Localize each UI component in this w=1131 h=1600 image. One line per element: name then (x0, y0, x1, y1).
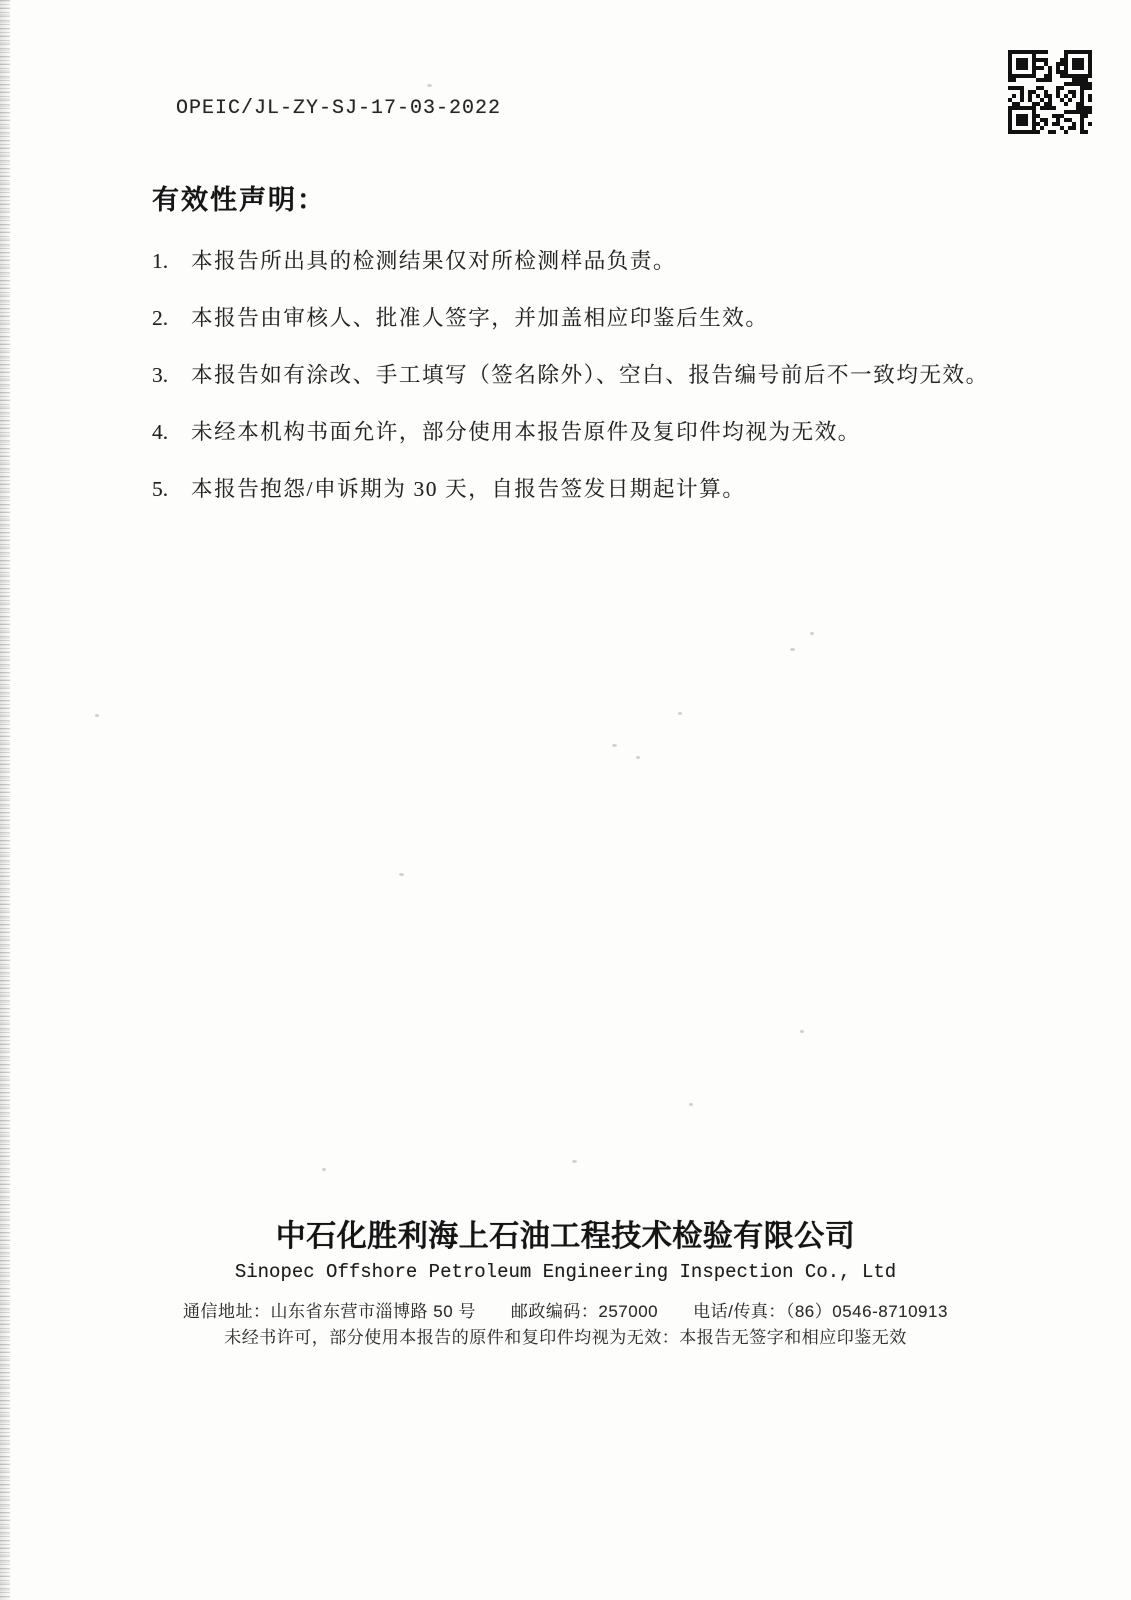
company-name-cn: 中石化胜利海上石油工程技术检验有限公司 (275, 1220, 856, 1253)
scan-artifact (322, 1168, 326, 1171)
scan-artifact (790, 648, 795, 651)
item-text: 本报告所出具的检测结果仅对所检测样品负责。 (191, 249, 677, 273)
statement-item (152, 307, 1012, 330)
statement-item (152, 250, 1012, 273)
statement-list (152, 250, 1012, 535)
qr-code-icon (1008, 50, 1092, 134)
scan-artifact (95, 714, 99, 717)
scan-artifact (636, 756, 640, 759)
notice-line: 未经书许可，部分使用本报告的原件和复印件均视为无效：本报告无签字和相应印鉴无效 (224, 1328, 907, 1347)
item-text: 本报告如有涂改、手工填写（签名除外）、空白、报告编号前后不一致均无效。 (191, 363, 989, 387)
item-text: 本报告由审核人、批准人签字，并加盖相应印鉴后生效。 (191, 306, 769, 330)
item-number: 4. (152, 420, 169, 444)
scan-artifact (800, 1030, 804, 1033)
company-footer (0, 1217, 1131, 1351)
address-line: 通信地址：山东省东营市淄博路 50 号 邮政编码：257000 电话/传真：（86）0546-8710913 (183, 1302, 948, 1321)
item-number: 1. (152, 249, 169, 273)
item-number: 3. (152, 363, 169, 387)
scan-artifact (678, 712, 682, 715)
item-number: 5. (152, 477, 169, 501)
item-text: 本报告抱怨/申诉期为 30 天，自报告签发日期起计算。 (191, 477, 746, 501)
scan-artifact (810, 632, 814, 635)
scan-artifact (399, 873, 404, 876)
statement-item (152, 421, 1012, 444)
scan-artifact (612, 744, 617, 747)
statement-item (152, 478, 1012, 501)
validity-statement-heading: 有效性声明： (152, 185, 326, 215)
scan-artifact (427, 84, 432, 87)
scan-edge-noise (0, 0, 10, 1600)
scan-artifact (572, 1160, 577, 1163)
document-code: OPEIC/JL-ZY-SJ-17-03-2022 (176, 97, 502, 120)
company-name-en: Sinopec Offshore Petroleum Engineering Inspection Co., Ltd (234, 1261, 897, 1283)
item-text: 未经本机构书面允许，部分使用本报告原件及复印件均视为无效。 (191, 420, 861, 444)
statement-item (152, 364, 1012, 387)
scan-artifact (689, 1103, 693, 1106)
item-number: 2. (152, 306, 169, 330)
